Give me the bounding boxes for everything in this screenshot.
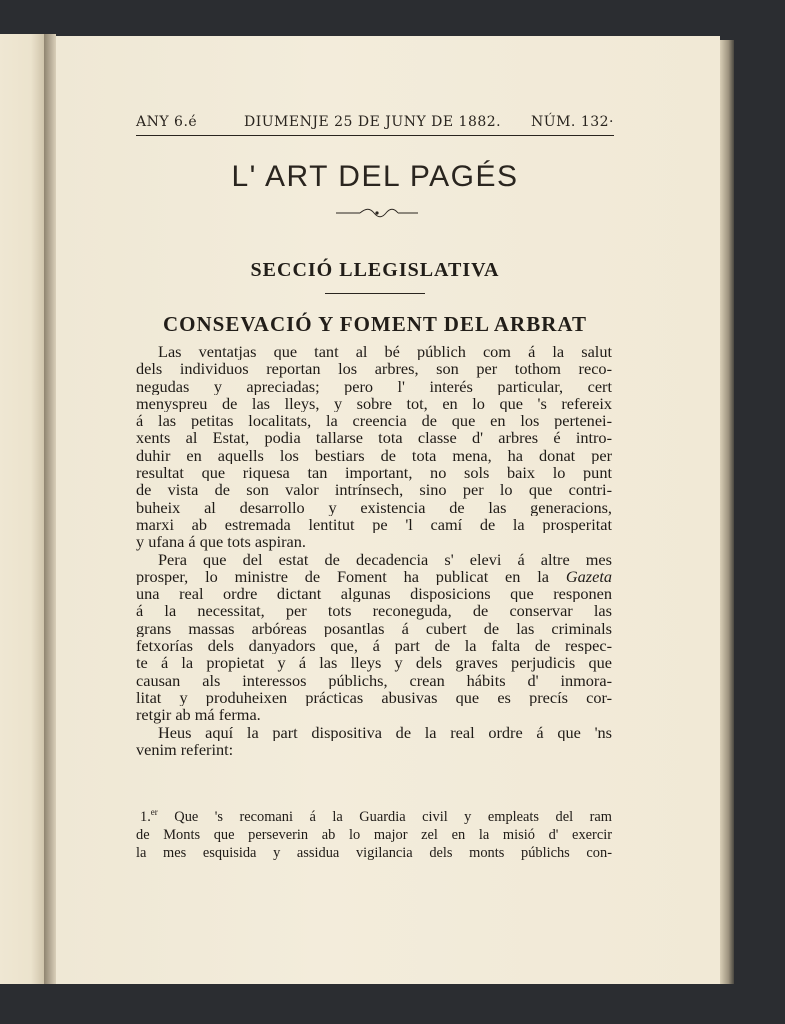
list-marker-superscript: er (150, 808, 158, 818)
paragraph-line: negudas y apreciadas; pero l' interés particular, cert (136, 377, 612, 395)
paragraph-line: á las petitas localitats, la creencia de que en los pertenei- (136, 412, 612, 430)
article-title: CONSEVACIÓ Y FOMENT DEL ARBRAT (162, 312, 588, 336)
header-rule (136, 135, 614, 136)
list-item-line: de Monts que perseverin ab lo major zel en la misió d' exercir (136, 827, 612, 843)
header-date: DIUMENJE 25 DE JUNY DE 1882. (244, 114, 502, 130)
paragraph-line-with-italic (136, 568, 612, 585)
journal-title: L' ART DEL PAGÉS (231, 160, 519, 193)
list-item-text: Que 's recomani á la Guardia civil y empleats del ram (174, 809, 612, 825)
ornament-divider-icon (336, 207, 418, 219)
paragraph-line: resultat que riquesa tan important, no sols baix lo punt (136, 464, 612, 482)
paragraph-line: duhir en aquells los bestiars de tota mena, ha donat per (136, 446, 612, 465)
paragraph-line: venim referint: (136, 740, 234, 759)
paragraph-line: á la necessitat, per tots reconeguda, de conservar las (136, 602, 612, 620)
page-edge-shadow (720, 40, 734, 984)
section-title: SECCIÓ LLEGISLATIVA (250, 259, 500, 281)
paragraph-line: Las ventatjas que tant al bé públich com á la salut (158, 343, 612, 361)
header-volume: ANY 6.é (136, 114, 198, 130)
running-header (136, 110, 616, 136)
paragraph-line: Pera que del estat de decadencia s' elevi á altre mes (158, 550, 612, 568)
paragraph-line: retgir ab má ferma. (136, 706, 261, 724)
paragraph-line: una real ordre dictant algunas disposicions que responen (136, 585, 612, 603)
paragraph-text: prosper, lo ministre de Foment ha publicat en la (136, 567, 550, 586)
paragraph-line: marxi ab estremada lentitut pe 'l camí de la prosperitat (136, 515, 612, 534)
paragraph-line: grans massas arbóreas posantlas á cubert de las criminals (136, 619, 612, 638)
list-item-line (136, 808, 612, 826)
italic-publication-name: Gazeta (565, 567, 612, 586)
paragraph-line: de vista de son valor intrínsech, sino per lo que contri- (136, 481, 612, 499)
paragraph-line: fetxorías dels danyadors que, á part de la falta de respec- (136, 637, 612, 655)
paragraph-line: litat y produheixen prácticas abusivas que es precís cor- (136, 688, 612, 707)
paragraph-line: Heus aquí la part dispositiva de la real ordre á que 'ns (158, 723, 612, 741)
facing-page-edge (0, 34, 46, 984)
section-rule (325, 293, 425, 294)
article-body (136, 343, 612, 758)
header-number: NÚM. 132· (531, 114, 614, 130)
paragraph-line: causan als interessos públichs, crean hábits d' inmora- (136, 671, 612, 689)
list-marker: 1. (140, 809, 151, 825)
paragraph-line: te á la propietat y á las lleys y dels graves perjudicis que (136, 654, 612, 672)
paragraph-line: xents al Estat, podia tallarse tota classe d' arbres é intro- (136, 429, 612, 447)
paragraph-line: buheix al desarrollo y existencia de las generacions, (136, 498, 612, 516)
paragraph-line: dels individuos reportan los arbres, son per tothom reco- (136, 360, 612, 378)
ordinance-list (136, 808, 612, 862)
paragraph-line: menyspreu de las lleys, y sobre tot, en lo que 's refereix (136, 394, 612, 413)
book-gutter (44, 34, 56, 984)
paragraph-line: y ufana á que tots aspiran. (136, 533, 306, 551)
list-item-line: la mes esquisida y assidua vigilancia dels monts públichs con- (136, 845, 612, 861)
